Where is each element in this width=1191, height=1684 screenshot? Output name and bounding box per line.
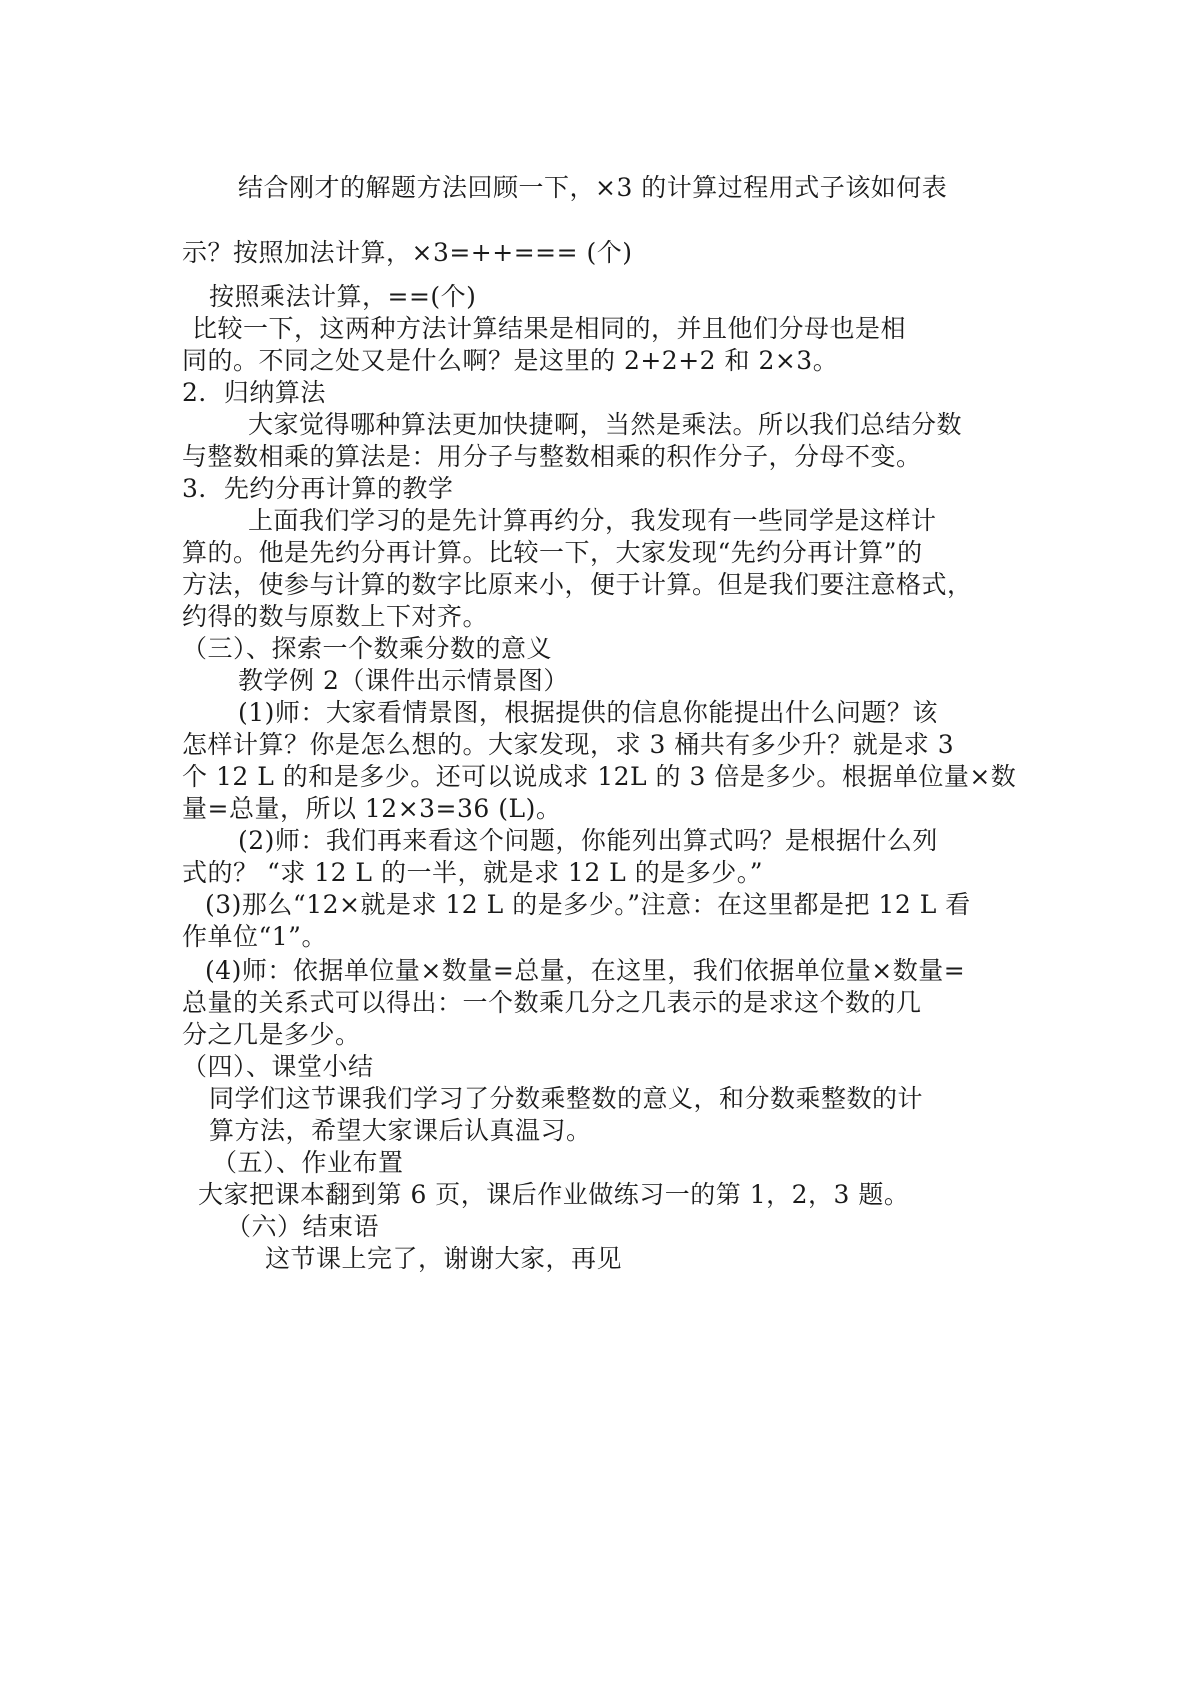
text-line: 结合刚才的解题方法回顾一下，×3 的计算过程用式子该如何表 bbox=[238, 173, 948, 202]
section-heading: （三）、探索一个数乘分数的意义 bbox=[182, 634, 553, 663]
text-line: 量=总量，所以 12×3=36 (L)。 bbox=[182, 794, 562, 823]
text-line: 与整数相乘的算法是：用分子与整数相乘的积作分子，分母不变。 bbox=[182, 442, 922, 471]
text-line: (3)那么“12×就是求 12 L 的是多少。”注意：在这里都是把 12 L 看 bbox=[205, 890, 971, 919]
text-line: 教学例 2（课件出示情景图） bbox=[238, 666, 569, 695]
text-line: 怎样计算？你是怎么想的。大家发现，求 3 桶共有多少升？就是求 3 bbox=[182, 730, 955, 759]
text-line: 大家觉得哪种算法更加快捷啊，当然是乘法。所以我们总结分数 bbox=[248, 410, 963, 439]
section-heading: 2．归纳算法 bbox=[182, 378, 326, 407]
text-line: (2)师：我们再来看这个问题，你能列出算式吗？是根据什么列 bbox=[238, 826, 938, 855]
section-heading: （四）、课堂小结 bbox=[182, 1052, 374, 1081]
text-line: 比较一下，这两种方法计算结果是相同的，并且他们分母也是相 bbox=[192, 314, 907, 343]
section-heading: （六）结束语 bbox=[226, 1212, 380, 1241]
section-heading: （五）、作业布置 bbox=[212, 1148, 404, 1177]
text-line: 总量的关系式可以得出：一个数乘几分之几表示的是求这个数的几 bbox=[182, 988, 922, 1017]
text-line: (4)师：依据单位量×数量=总量，在这里，我们依据单位量×数量= bbox=[205, 956, 966, 985]
text-line: 分之几是多少。 bbox=[182, 1020, 361, 1049]
text-line: 这节课上完了，谢谢大家，再见 bbox=[265, 1244, 623, 1273]
text-line: 上面我们学习的是先计算再约分，我发现有一些同学是这样计 bbox=[248, 506, 937, 535]
text-line: (1)师：大家看情景图，根据提供的信息你能提出什么问题？该 bbox=[238, 698, 938, 727]
text-line: 大家把课本翻到第 6 页，课后作业做练习一的第 1，2，3 题。 bbox=[198, 1180, 910, 1209]
text-line: 式的？ “求 12 L 的一半，就是求 12 L 的是多少。” bbox=[182, 858, 764, 887]
text-line: 个 12 L 的和是多少。还可以说成求 12L 的 3 倍是多少。根据单位量×数 bbox=[182, 762, 1017, 791]
text-line: 算方法，希望大家课后认真温习。 bbox=[209, 1116, 592, 1145]
text-line: 示？按照加法计算，×3=++=== (个) bbox=[182, 238, 633, 267]
text-line: 方法，使参与计算的数字比原来小，便于计算。但是我们要注意格式， bbox=[182, 570, 973, 599]
text-line: 约得的数与原数上下对齐。 bbox=[182, 602, 489, 631]
section-heading: 3．先约分再计算的教学 bbox=[182, 474, 454, 503]
text-line: 按照乘法计算，==(个) bbox=[209, 282, 477, 311]
text-line: 算的。他是先约分再计算。比较一下，大家发现“先约分再计算”的 bbox=[182, 538, 923, 567]
text-line: 同学们这节课我们学习了分数乘整数的意义，和分数乘整数的计 bbox=[209, 1084, 924, 1113]
text-line: 同的。不同之处又是什么啊？是这里的 2+2+2 和 2×3。 bbox=[182, 346, 839, 375]
text-line: 作单位“1”。 bbox=[182, 922, 327, 951]
